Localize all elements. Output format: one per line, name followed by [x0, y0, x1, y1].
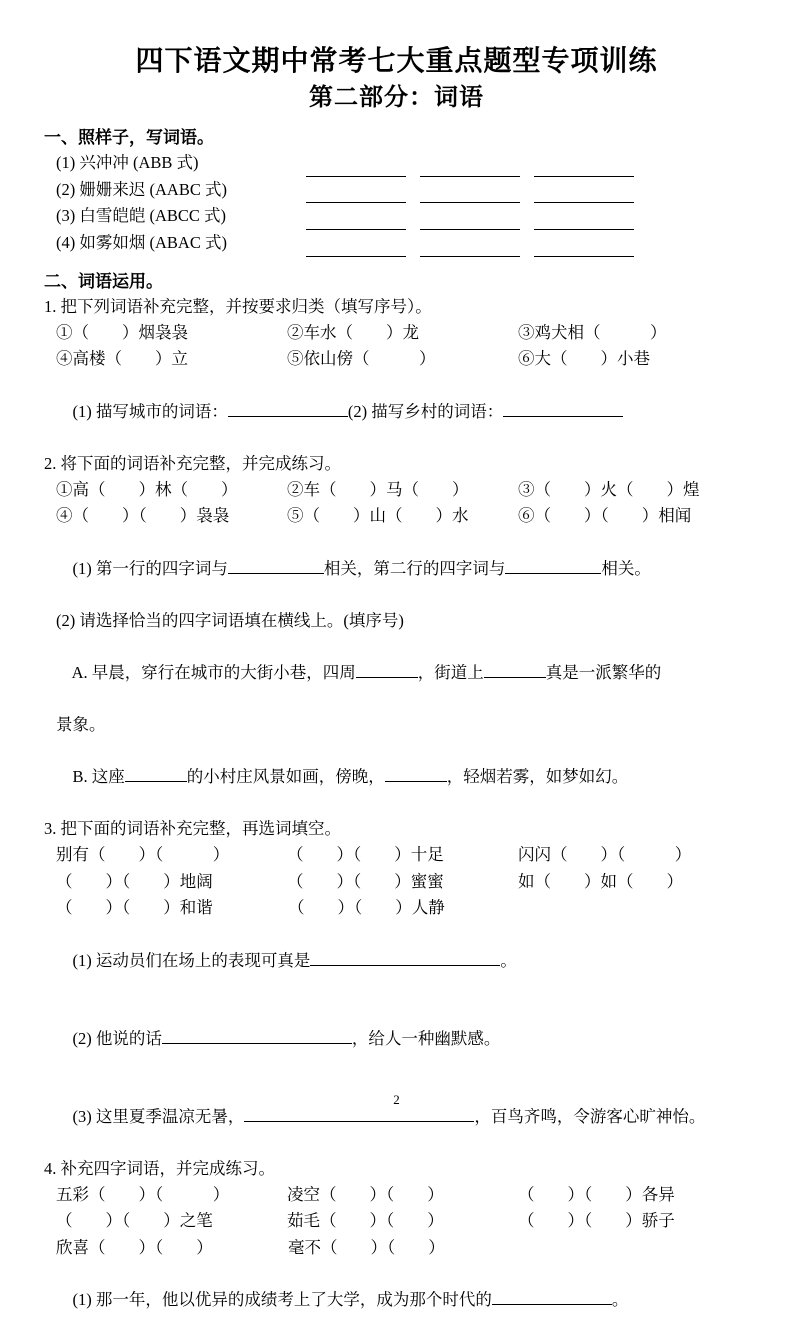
sub-label: (1) 第一行的四字词与	[72, 558, 228, 578]
pattern-row	[44, 150, 749, 177]
option-text: 的小村庄风景如画，傍晚，	[186, 767, 385, 787]
answer-blank[interactable]	[385, 765, 447, 782]
word-item[interactable]: ②车（ ）马（ ）	[287, 479, 469, 499]
word-item[interactable]: ⑥（ ）（ ）相闻	[518, 506, 692, 526]
word-item[interactable]: ①高（ ）林（ ）	[56, 479, 238, 499]
word-item[interactable]: ①（ ）烟袅袅	[56, 322, 188, 342]
pattern-label: (2) 姗姗来迟 (AABC 式)	[56, 179, 227, 199]
question-2-stem: 2. 将下面的词语补充完整，并完成练习。	[44, 453, 341, 473]
page-title: 四下语文期中常考七大重点题型专项训练	[135, 44, 658, 77]
answer-blank[interactable]	[534, 240, 634, 257]
pattern-blank-group	[306, 187, 634, 204]
question-3-items-row	[44, 842, 749, 868]
sub-label: 。	[500, 950, 517, 970]
word-item[interactable]: 别有（ ）（ ）	[56, 845, 230, 865]
sub-label: (3) 这里夏季温凉无暑，	[72, 1106, 245, 1126]
question-2-option-a	[44, 634, 749, 712]
question-1-stem: 1. 把下列词语补充完整，并按要求归类（填写序号）。	[44, 296, 432, 316]
word-item[interactable]: （ ）（ ）之笔	[56, 1211, 213, 1231]
question-3-sub-3	[44, 1078, 749, 1156]
question-3-items-row	[44, 895, 749, 921]
option-text: 真是一派繁华的	[545, 662, 662, 682]
word-item[interactable]: ②车水（ ）龙	[287, 322, 419, 342]
question-1-items-row	[44, 320, 749, 346]
word-item[interactable]: 凌空（ ）（ ）	[287, 1185, 444, 1205]
answer-blank[interactable]	[125, 765, 187, 782]
question-2-items-row	[44, 477, 749, 503]
question-3-items-row	[44, 869, 749, 895]
word-item[interactable]: （ ）（ ）和谐	[56, 898, 213, 918]
question-3-sub-1	[44, 921, 749, 999]
answer-blank[interactable]	[306, 213, 406, 230]
page-number: 2	[393, 1092, 400, 1107]
sub-label: 相关，第二行的四字词与	[323, 558, 506, 578]
pattern-label: (4) 如雾如烟 (ABAC 式)	[56, 232, 227, 252]
sub-label: 相关。	[601, 558, 651, 578]
section-1-heading: 一、照样子，写词语。	[44, 127, 214, 148]
question-4-sub-1	[44, 1261, 749, 1339]
sub-label: (1) 那一年，他以优异的成绩考上了大学，成为那个时代的	[72, 1290, 492, 1310]
word-item[interactable]: 五彩（ ）（ ）	[56, 1185, 230, 1205]
answer-blank[interactable]	[420, 240, 520, 257]
answer-blank[interactable]	[534, 160, 634, 177]
pattern-blank-group	[306, 160, 634, 177]
word-item[interactable]: ③（ ）火（ ）煌	[518, 479, 700, 499]
sub-label: ，给人一种幽默感。	[351, 1028, 501, 1048]
section-2-heading: 二、词语运用。	[44, 271, 163, 292]
answer-blank[interactable]	[228, 400, 348, 417]
sub-label: ，百鸟齐鸣，令游客心旷神怡。	[474, 1106, 706, 1126]
question-2-option-a-tail: 景象。	[56, 714, 106, 734]
word-item[interactable]: ③鸡犬相（ ）	[518, 322, 667, 342]
question-4-stem: 4. 补充四字词语，并完成练习。	[44, 1159, 275, 1179]
word-item[interactable]: ⑥大（ ）小巷	[518, 349, 650, 369]
answer-blank[interactable]	[356, 661, 418, 678]
word-item[interactable]: （ ）（ ）十足	[287, 845, 444, 865]
word-item[interactable]: 茹毛（ ）（ ）	[287, 1211, 444, 1231]
pattern-label: (1) 兴冲冲 (ABB 式)	[56, 152, 199, 172]
option-text: A. 早晨，穿行在城市的大街小巷，四周	[71, 662, 356, 682]
answer-blank[interactable]	[306, 240, 406, 257]
option-text: B. 这座	[72, 767, 125, 787]
word-item[interactable]: ④（ ）（ ）袅袅	[56, 506, 230, 526]
answer-blank[interactable]	[310, 949, 500, 966]
answer-blank[interactable]	[306, 187, 406, 204]
option-text: ，街道上	[417, 662, 484, 682]
word-item[interactable]: （ ）（ ）人静	[288, 898, 445, 918]
answer-blank[interactable]	[420, 160, 520, 177]
pattern-blank-group	[306, 240, 634, 257]
word-item[interactable]: ⑤（ ）山（ ）水	[287, 506, 469, 526]
answer-blank[interactable]	[420, 187, 520, 204]
word-item[interactable]: （ ）（ ）骄子	[518, 1211, 675, 1231]
pattern-row	[44, 177, 749, 204]
sub-label: (2) 描写乡村的词语：	[347, 401, 504, 421]
sub-label: 。	[611, 1290, 629, 1310]
option-text: ，轻烟若雾，如梦如幻。	[446, 767, 629, 787]
word-item[interactable]: 闪闪（ ）（ ）	[518, 845, 692, 865]
question-2-sub-1	[44, 530, 749, 608]
question-2-items-row	[44, 503, 749, 529]
sub-label: (2) 他说的话	[72, 1028, 162, 1048]
word-item[interactable]: （ ）（ ）各异	[518, 1185, 675, 1205]
answer-blank[interactable]	[534, 187, 634, 204]
pattern-row	[44, 203, 749, 230]
word-item[interactable]: 欣喜（ ）（ ）	[56, 1237, 213, 1257]
answer-blank[interactable]	[503, 400, 623, 417]
question-1-items-row	[44, 346, 749, 372]
question-2-option-b	[44, 738, 749, 816]
answer-blank[interactable]	[534, 213, 634, 230]
pattern-blank-group	[306, 213, 634, 230]
question-4-items-row	[44, 1235, 749, 1261]
question-4-items-row	[44, 1208, 749, 1234]
word-item[interactable]: （ ）（ ）蜜蜜	[287, 871, 444, 891]
pattern-label: (3) 白雪皑皑 (ABCC 式)	[56, 206, 227, 226]
sub-label: (1) 运动员们在场上的表现可真是	[72, 950, 311, 970]
answer-blank[interactable]	[306, 160, 406, 177]
answer-blank[interactable]	[228, 557, 324, 574]
answer-blank[interactable]	[162, 1027, 352, 1044]
question-3-sub-2	[44, 1000, 749, 1078]
word-item[interactable]: ⑤依山傍（ ）	[287, 349, 436, 369]
sub-label: (1) 描写城市的词语：	[72, 401, 228, 421]
question-2-sub-2: (2) 请选择恰当的四字词语填在横线上。(填序号)	[56, 610, 404, 630]
answer-blank[interactable]	[505, 557, 601, 574]
word-item[interactable]: 毫不（ ）（ ）	[288, 1237, 445, 1257]
question-4-items-row	[44, 1182, 749, 1208]
question-3-stem: 3. 把下面的词语补充完整，再选词填空。	[44, 819, 341, 839]
word-item[interactable]: ④高楼（ ）立	[56, 349, 188, 369]
pattern-row	[44, 230, 749, 257]
page-subtitle: 第二部分：词语	[309, 82, 484, 111]
answer-blank[interactable]	[420, 213, 520, 230]
word-item[interactable]: （ ）（ ）地阔	[56, 871, 213, 891]
word-item[interactable]: 如（ ）如（ ）	[518, 871, 683, 891]
question-1-sub-1	[44, 373, 749, 451]
answer-blank[interactable]	[484, 661, 546, 678]
answer-blank[interactable]	[492, 1289, 612, 1306]
